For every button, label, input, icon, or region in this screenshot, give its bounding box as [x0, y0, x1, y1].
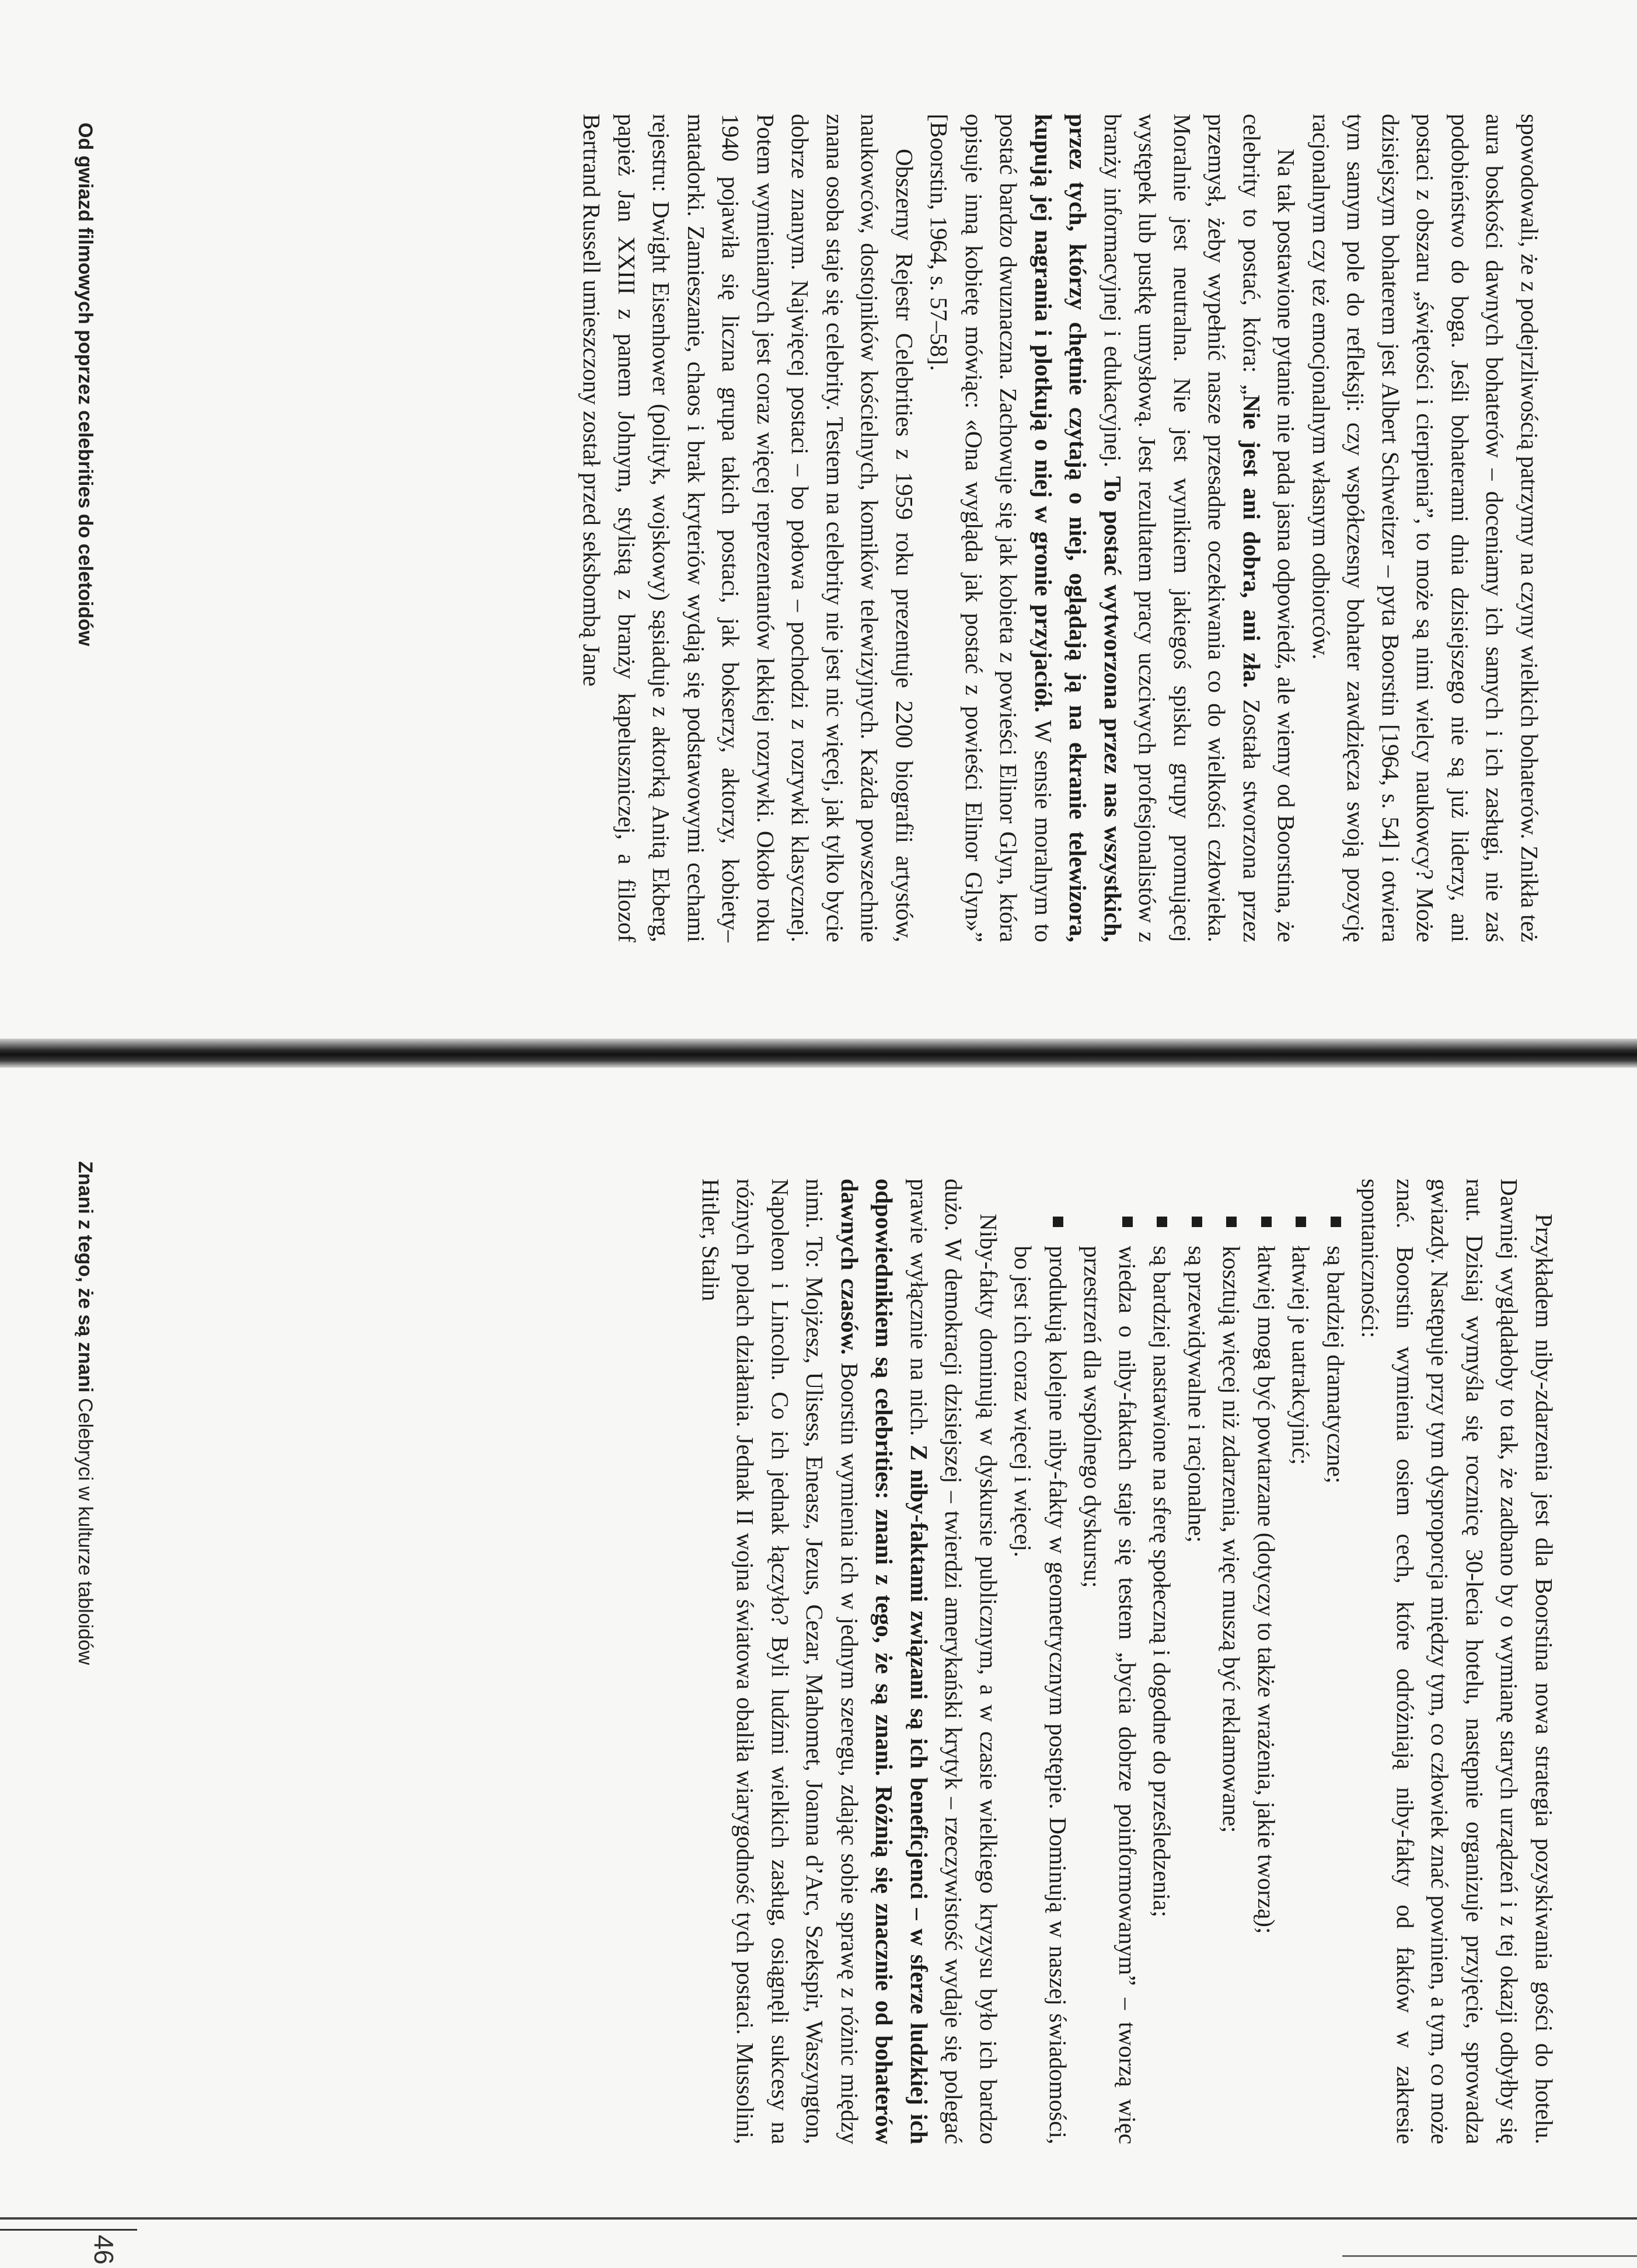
paragraph [1304, 114, 1547, 942]
text-segment: Obszerny Rejestr Celebrities z 1959 roku prezentuje 2200 biografii artystów, naukowców, dostojników kościelnych, komików telewizyjnych. Każda powszechnie znana osoba staje się celebrity. Testem na celebrity nie jest nic więcej, jak tylko bycie dobrze znanym. Najwięcej postaci – bo połowa – pochodzi z rozrywki klasycznej. Potem wymienianych jest coraz więcej reprezentantów lekkiej rozrywki. Około roku 1940 pojawiła się liczna grupa takich postaci, jak bokserzy, aktorzy, kobiety–matadorki. Zamieszanie, chaos i brak kryteriów wydają się podstawowymi cechami rejestru: Dwight Eisenhower (polityk, wojskowy) sąsiaduje z aktorką Anitą Ekberg, papież Jan XXIII z panem Johnym, stylistą z branży kapeluszniczej, a filozof Bertrand Russell umieszczony został przed seksbombą Jane [578, 114, 918, 942]
running-head-page-46: Znani z tego, że są znani Celebryci w kulturze tabloidów [74, 1161, 96, 1665]
bold-text-segment: Z niby-faktami związani są ich beneficjenci – w sferze ludzkiej ich odpowiednikiem są celebrities: znani z tego, że są znani. Różnią się znacznie od bohaterów dawnych czasów. [836, 1179, 933, 2144]
list-item: są bardziej dramatyczne; [1318, 1214, 1353, 2144]
page-46-panel [0, 1068, 1637, 2268]
scan-edge-line [0, 2217, 1637, 2220]
paragraph [574, 114, 922, 942]
list-item: łatwiej je uatrakcyjnić; [1283, 1214, 1318, 2144]
book-gutter [0, 1039, 1637, 1068]
paragraph [1353, 1179, 1561, 2144]
text-segment: W sensie moralnym to postać bardzo dwuznaczna. Zachowuje się jak kobieta z powieści Elinor Glyn, która opisuje inną kobietę mówiąc: «Ona wygląda jak postać z powieści Elinor Glyn»” [Boorstin, 1964, s. 57–58]. [926, 114, 1057, 942]
text-segment: Niby-fakty dominują w dyskursie publicznym, a w czasie wielkiego kryzysu było ich bardzo dużo. W demokracji dzisiejszej – twierdzi amerykański krytyk – rzeczywistość wydaje się polegać prawie wyłącznie na nich. [906, 1179, 1002, 2144]
list-item: są bardziej nastawione na sferę społeczną i dogodne do prześledzenia; [1144, 1214, 1179, 2144]
page-number-46: 46 [89, 2235, 119, 2265]
paragraph [693, 1179, 1006, 2144]
list-item: kosztują więcej niż zdarzenia, więc muszą być reklamowane; [1214, 1214, 1249, 2144]
running-head-page-47: Od gwiazd filmowych poprzez celebrities do celetoidów [74, 123, 96, 646]
page-47-panel [0, 0, 1637, 1039]
bold-text-segment: Nie jest ani dobra, ani zła. [1238, 394, 1265, 688]
list-item: wiedza o niby-faktach staje się testem „bycia dobrze poinformowanym” – tworzą więc przestrzeń dla wspólnego dyskursu; [1075, 1214, 1144, 2144]
text-segment: Na tak postawione pytanie nie pada jasna odpowiedź, ale wiemy od Boorstina, że celebrity to postać, która: „ [1238, 114, 1300, 942]
text-segment: spowodowali, że z podejrzliwością patrzymy na czyny wielkich bohaterów. Znikła też aura boskości dawnych bohaterów – doceniamy ich samych i ich zasługi, nie zaś podobieństwo do boga. Jeśli bohaterami dnia dzisiejszego nie są już liderzy, ani postaci z obszaru „świętości i cierpienia”, to może są nimi wielcy naukowcy? Może dzisiejszym bohaterem jest Albert Schweitzer – pyta Boorstin [1964, s. 54] i otwiera tym samym pole do refleksji: czy współczesny bohater zawdzięcza swoją pozycję racjonalnym czy też emocjonalnym własnym odbiorców. [1308, 114, 1543, 942]
text-segment: Boorstin wymienia ich w jednym szeregu, zdając sobie sprawę z różnic między nimi. To: Mojżesz, Ulisess, Eneasz, Jezus, Cezar, Mahomet, Joanna d’Arc, Szekspir, Waszyngton, Napoleon i Lincoln. Co ich jednak łączyło? Byli ludźmi wielkich zasług, osiągnęli sukcesy na różnych polach działania. Jednak II wojna światowa obaliła wiarygodność tych postaci. Mussolini, Hitler, Stalin [697, 1179, 863, 2144]
bullet-list [1006, 1179, 1353, 2144]
page-number-rule [0, 2229, 137, 2231]
bold-text-segment: To postać wytworzona przez nas wszystkich, przez tych, którzy chętnie czytają o niej, oglądają ją na ekranie telewizora, kupują jej nagrania i plotkują o niej w gronie przyjaciół. [1030, 114, 1126, 942]
scan-edge-line [1342, 2255, 1637, 2257]
text-segment: Została stworzona przez przemysł, żeby wypełnić nasze przesadne oczekiwania co do wielkości człowieka. Moralnie jest neutralna. Nie jest wynikiem jakiegoś spisku grupy promującej występek lub pustkę umysłową. Jest rezultatem pracy uczciwych profesjonalistów z branży informacyjnej i edukacyjnej. [1100, 114, 1265, 943]
page-46 [0, 1068, 1637, 2268]
page-46-body-text [693, 1179, 1562, 2144]
page-47-body-text [574, 114, 1547, 942]
list-item: produkują kolejne niby-fakty w geometrycznym postępie. Dominują w naszej świadomości, bo jest ich coraz więcej i więcej. [1006, 1214, 1075, 2144]
list-item: są przewidywalne i racjonalne; [1179, 1214, 1214, 2144]
paragraph [922, 114, 1304, 942]
text-segment: Przykładem niby-zdarzenia jest dla Boorstina nowa strategia pozyskiwania gości do hotelu. Dawniej wyglądałoby to tak, że zadbano by o wymianę starych urządzeń i z tej okazji odbyłby się raut. Dzisiaj wymyśla się rocznicę 30-lecia hotelu, następnie organizuje przyjęcie, sprowadza gwiazdy. Następuje przy tym dysproporcja między tym, co człowiek znać powinien, a tym, co może znać. Boorstin wymienia osiem cech, które odróżniają niby-fakty od faktów w zakresie spontaniczności: [1357, 1179, 1558, 2144]
list-item: łatwiej mogą być powtarzane (dotyczy to także wrażenia, jakie tworzą); [1249, 1214, 1284, 2144]
page-47 [0, 0, 1637, 1039]
